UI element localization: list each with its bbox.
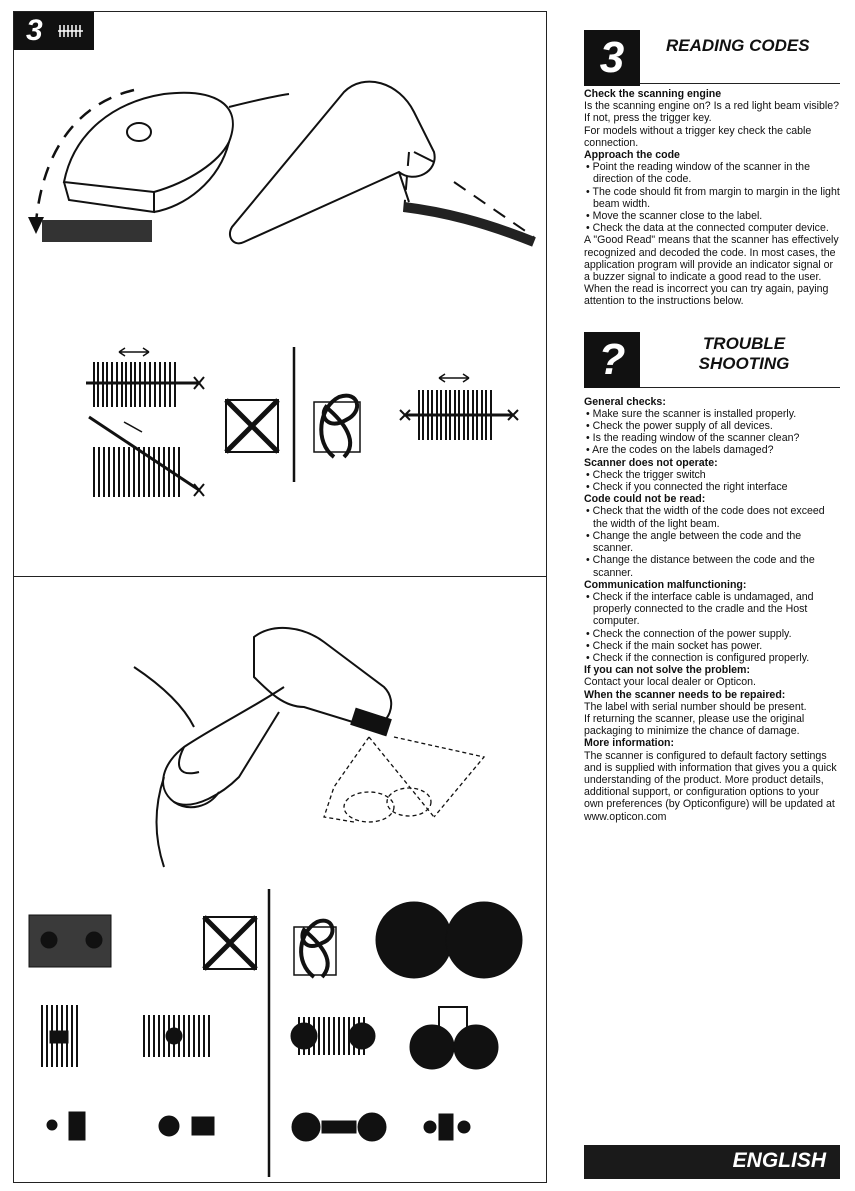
not-operate-heading: Scanner does not operate: [584,456,718,469]
question-mark-icon: ? [598,334,626,384]
check-engine-line: Is the scanning engine on? Is a red light beam visible? [584,100,840,113]
more-info-text: The scanner is configured to default factory settings and is supplied with information that gives you a quick understanding of the product. More product details, additional support, or configuration options to your own preferences (by Opticonfigure) will be updated at www.opticon.com [584,749,837,823]
not-operate-bullet: • Check if you connected the right interface [586,481,788,494]
not-read-bullet: • Change the angle between the code and the scanner. [586,529,802,555]
header-rule [640,387,840,388]
not-read-bullet: • Check that the width of the code does not exceed the width of the light beam. [586,505,825,530]
communication-bullet: • Check if the main socket has power. [586,639,763,652]
troubleshooting-title: TROUBLE SHOOTING [698,333,790,373]
general-check-bullet: • Is the reading window of the scanner clean? [586,432,800,445]
good-read-paragraph: A "Good Read" means that the scanner has effectively recognized and decoded the code. In most cases, the application program will provide an indicator signal or a buzzer signal to indicate a good read to the user. [584,234,839,284]
incorrect-read-paragraph: When the read is incorrect you can try again, paying attention to the instructions below. [584,283,829,308]
approach-bullet: • Move the scanner close to the label. [586,210,763,223]
damaged-code-examples [29,889,522,1177]
check-engine-line: If not, press the trigger key. [584,112,712,125]
barcode-orientation-examples [86,347,518,497]
not-read-heading: Code could not be read: [584,493,706,506]
section-number: 3 [599,33,625,82]
approach-code-heading: Approach the code [584,149,680,162]
header-rule [640,83,840,84]
reading-codes-header [578,30,840,88]
repair-heading: When the scanner needs to be repaired: [584,688,786,701]
instructions-column [578,0,840,823]
communication-bullet: • Check if the connection is configured properly. [586,651,810,664]
step-number: 3 [26,14,43,47]
barcode-label-flat [42,220,152,242]
troubleshooting-illustration-panel [13,577,547,1183]
communication-bullet: • Check the connection of the power supply. [586,627,792,640]
general-check-bullet: • Make sure the scanner is installed properly. [586,407,797,420]
approach-bullet: • Point the reading window of the scanner in the direction of the code. [586,161,810,186]
troubleshooting-body [578,396,840,823]
approach-bullet: • The code should fit from margin to margin in the light beam width. [586,185,840,210]
check-engine-line: For models without a trigger key check the cable connection. [584,124,812,149]
section-number-box [584,30,640,86]
reading-codes-title: READING CODES [666,36,810,55]
unsolved-text: Contact your local dealer or Opticon. [584,676,756,689]
language-label: ENGLISH [732,1149,826,1172]
reading-illustration-panel [13,11,547,577]
repair-line: The label with serial number should be present. [584,700,807,713]
not-operate-bullet: • Check the trigger switch [586,468,706,481]
approach-bullet: • Check the data at the connected computer device. [586,222,829,235]
reading-codes-illustration [14,12,546,576]
general-check-bullet: • Are the codes on the labels damaged? [586,444,774,457]
repair-line: If returning the scanner, please use the original packaging to minimize the chance of damage. [584,712,805,738]
light-beam-illustration [324,737,484,822]
reading-codes-body [578,88,840,308]
language-bar [584,1145,840,1179]
general-check-bullet: • Check the power supply of all devices. [586,420,773,433]
communication-heading: Communication malfunctioning: [584,578,747,591]
not-read-bullet: • Change the distance between the code and the scanner. [586,554,815,579]
check-engine-heading: Check the scanning engine [584,88,722,100]
scanner-flat-illustration [64,93,289,212]
general-checks-heading: General checks: [584,395,666,408]
troubleshooting-header [578,320,840,396]
scanner-angled-illustration [230,82,435,244]
question-mark-box [584,332,640,388]
communication-bullet: • Check if the interface cable is undamaged, and properly connected to the cradle and the Host computer. [586,590,814,628]
troubleshooting-illustration [14,577,546,1181]
hand-held-scanner-illustration [134,628,391,867]
more-info-heading: More information: [584,737,675,750]
unsolved-heading: If you can not solve the problem: [584,664,750,677]
